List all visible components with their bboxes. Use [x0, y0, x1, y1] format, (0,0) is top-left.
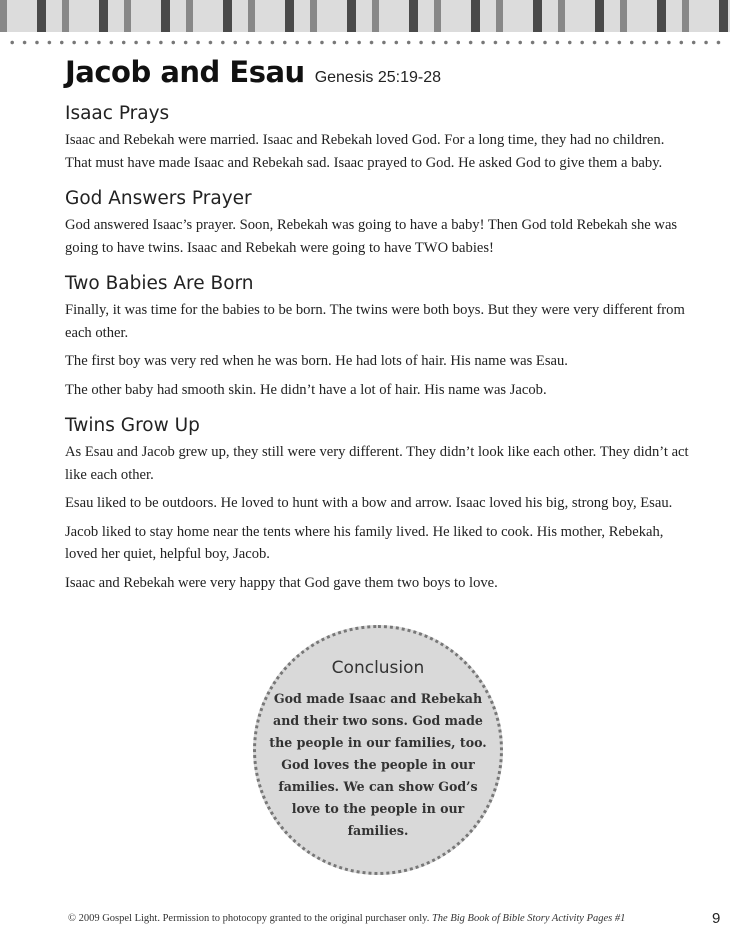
page-header: [65, 55, 693, 89]
paragraph: Finally, it was time for the babies to be born. The twins were both boys. But they were very different from each other.: [65, 302, 685, 341]
conclusion-text: God made Isaac and Rebekah and their two sons. God made the people in our families, too. God loves the people in our families. We can show God’s love to the people in our families.: [269, 691, 487, 838]
section-heading: God Answers Prayer: [65, 188, 252, 209]
section-heading: Two Babies Are Born: [65, 273, 254, 294]
paragraph: As Esau and Jacob grew up, they still were very different. They didn’t look like each other. They didn’t act like each other.: [65, 444, 689, 483]
conclusion-circle: [253, 625, 503, 875]
paragraph: Esau liked to be outdoors. He loved to hunt with a bow and arrow. Isaac loved his big, strong boy, Esau.: [65, 495, 673, 511]
section-isaac-prays: [65, 103, 693, 174]
section-two-babies-are-born: [65, 273, 693, 401]
section-twins-grow-up: [65, 415, 693, 594]
paragraph: Isaac and Rebekah were married. Isaac and Rebekah loved God. For a long time, they had no children. That must have made Isaac and Rebekah sad. Isaac prayed to God. He asked God to give them a baby.: [65, 132, 665, 171]
paragraph: Isaac and Rebekah were very happy that God gave them two boys to love.: [65, 574, 498, 591]
story-content: [65, 55, 693, 600]
dotted-divider: [6, 40, 726, 45]
section-god-answers-prayer: [65, 188, 693, 259]
scripture-reference: Genesis 25:19-28: [314, 69, 441, 86]
decorative-stripe-banner: [0, 0, 730, 32]
section-heading: Twins Grow Up: [65, 415, 200, 436]
section-heading: Isaac Prays: [65, 103, 170, 124]
paragraph: The other baby had smooth skin. He didn’t have a lot of hair. His name was Jacob.: [65, 381, 547, 398]
copyright-text: © 2009 Gospel Light. Permission to photocopy granted to the original purchaser only.: [68, 913, 430, 924]
copyright-footer: [68, 913, 625, 924]
book-title: The Big Book of Bible Story Activity Pages #1: [431, 913, 626, 924]
paragraph: The first boy was very red when he was born. He had lots of hair. His name was Esau.: [65, 353, 568, 369]
page-number: 9: [712, 910, 721, 927]
conclusion-title: Conclusion: [331, 658, 425, 678]
paragraph: God answered Isaac’s prayer. Soon, Rebekah was going to have a baby! Then God told Rebekah she was going to have twins. Isaac and Rebekah were going to have TWO babies!: [65, 217, 678, 256]
page-title: Jacob and Esau: [65, 55, 305, 89]
paragraph: Jacob liked to stay home near the tents where his family lived. He liked to cook. His mother, Rebekah, loved her quiet, helpful boy, Jacob.: [65, 523, 664, 562]
